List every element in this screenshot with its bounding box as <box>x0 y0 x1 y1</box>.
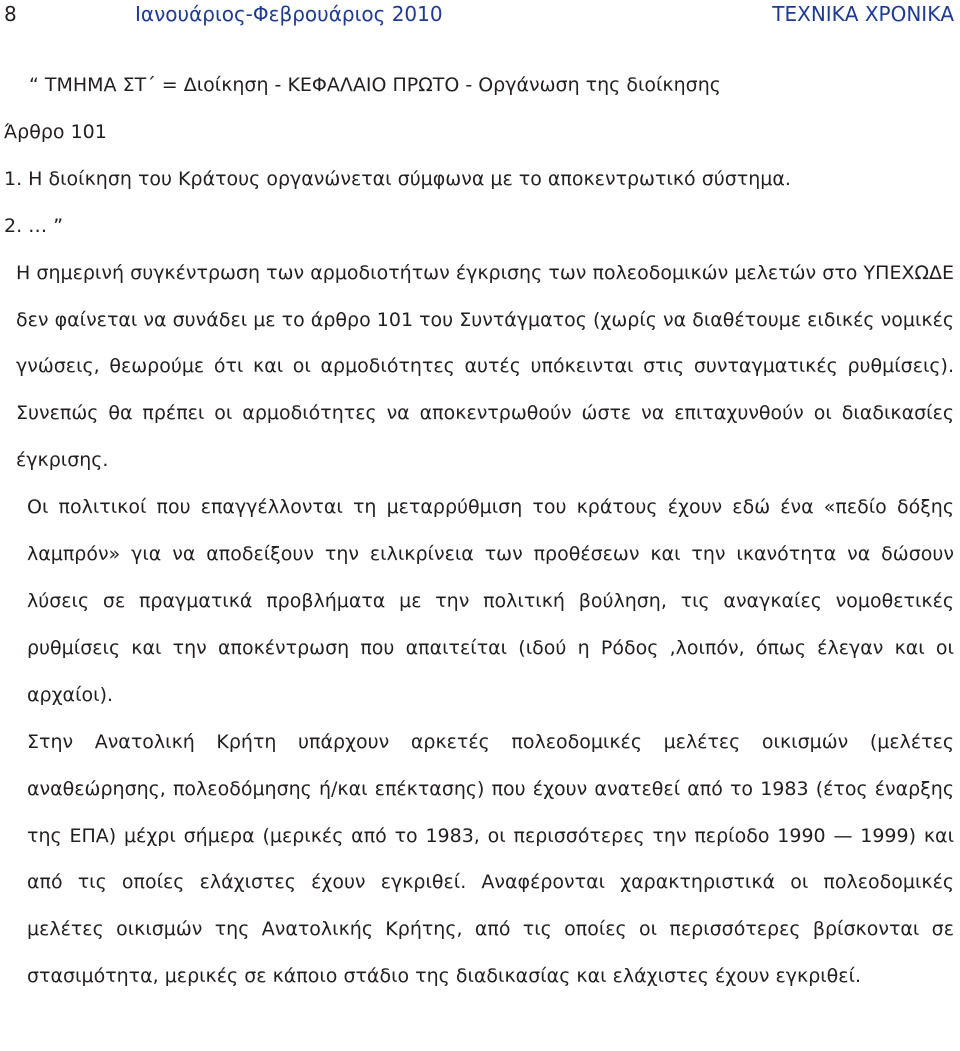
journal-name: ΤΕΧΝΙΚΑ ΧΡΟΝΙΚΑ <box>772 2 954 26</box>
constitution-quote-line: “ ΤΜΗΜΑ ΣΤ΄ = Διοίκηση - ΚΕΦΑΛΑΙΟ ΠΡΩΤΟ - Οργάνωση της διοίκησης <box>29 74 721 96</box>
article-title: Άρθρο 101 <box>4 120 107 143</box>
article-body <box>4 62 954 1000</box>
page-header <box>0 0 960 34</box>
paragraph-2: Οι πολιτικοί που επαγγέλλονται τη μεταρρύθμιση του κράτους έχουν εδώ ένα «πεδίο δόξης λαμπρόν» για να αποδείξουν την ειλικρίνεια των προθέσεων και την ικανότητα να δώσουν λύσεις σε πραγματικά προβλήματα με την πολιτική βούληση, τις αναγκαίες νομοθετικές ρυθμίσεις και την αποκέντρωση που απαιτείται (ιδού η Ρόδος ,λοιπόν, όπως έλεγαν και οι αρχαίοι). <box>27 496 954 706</box>
issue-date: Ιανουάριος-Φεβρουάριος 2010 <box>135 2 443 26</box>
clause-2: 2. … ” <box>4 214 64 237</box>
page-number: 8 <box>4 2 17 26</box>
paragraph-3: Στην Ανατολική Κρήτη υπάρχουν αρκετές πολεοδομικές μελέτες οικισμών (μελέτες αναθεώρησης, πολεοδόμησης ή/και επέκτασης) που έχουν ανατεθεί από το 1983 (έτος έναρξης της ΕΠΑ) μέχρι σήμερα (μερικές από το 1983, οι περισσότερες την περίοδο 1990 — 1999) και από τις οποίες ελάχιστες έχουν εγκριθεί. Αναφέρονται χαρακτηριστικά οι πολεοδομικές μελέτες οικισμών της Ανατολικής Κρήτης, από τις οποίες οι περισσότερες βρίσκονται σε στασιμότητα, μερικές σε κάποιο στάδιο της διαδικασίας και ελάχιστες έχουν εγκριθεί. <box>27 730 954 988</box>
paragraph-1: Η σημερινή συγκέντρωση των αρμοδιοτήτων έγκρισης των πολεοδομικών μελετών στο ΥΠΕΧΩΔΕ δεν φαίνεται να συνάδει με το άρθρο 101 του Συντάγματος (χωρίς να διαθέτουμε ειδικές νομικές γνώσεις, θεωρούμε ότι και οι αρμοδιότητες αυτές υπόκεινται στις συνταγματικές ρυθμίσεις). Συνεπώς θα πρέπει οι αρμοδιότητες να αποκεντρωθούν ώστε να επιταχυνθούν οι διαδικασίες έγκρισης. <box>16 261 954 472</box>
clause-1: 1. Η διοίκηση του Κράτους οργανώνεται σύμφωνα με το αποκεντρωτικό σύστημα. <box>4 167 791 190</box>
